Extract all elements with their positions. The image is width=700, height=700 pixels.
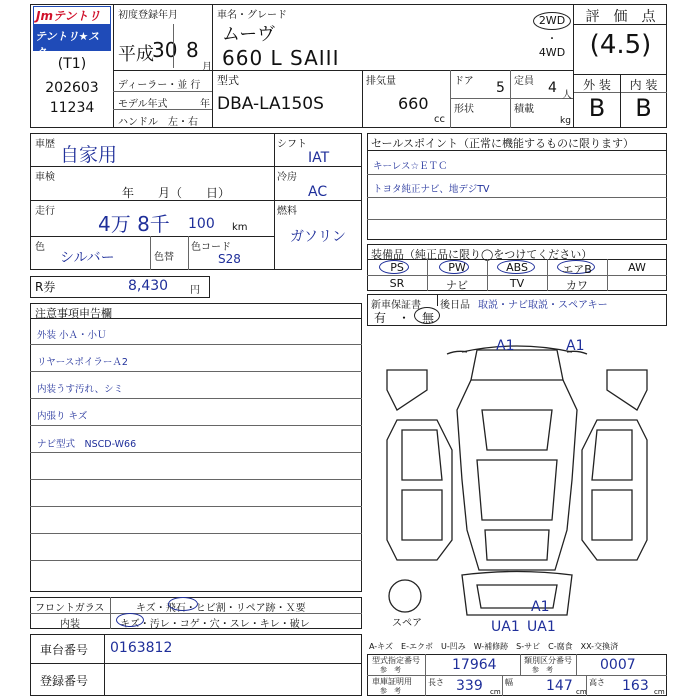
wid-unit: cm bbox=[576, 688, 587, 696]
car-label: 車名・グレード bbox=[217, 10, 287, 21]
color-label: 色 bbox=[35, 242, 45, 253]
shift-label: シフト bbox=[277, 139, 307, 150]
ac-value: AC bbox=[308, 184, 328, 200]
sales-item-1: キーレス☆ＥＴＣ bbox=[373, 161, 448, 172]
mileage-value: 4万 8千 bbox=[98, 212, 170, 236]
mark-a1-1: A1 bbox=[496, 338, 515, 354]
mark-a1-2: A1 bbox=[566, 338, 585, 354]
fuel-value: ガソリン bbox=[290, 229, 346, 245]
notes-line-3: 内装うす汚れ、シミ bbox=[37, 384, 124, 395]
sales-label: セールスポイント（正常に機能するものに限ります） bbox=[371, 137, 635, 150]
fuel-label: 燃料 bbox=[277, 206, 297, 217]
class-label: 類別区分番号 bbox=[524, 656, 572, 665]
engine-value: 660 bbox=[398, 94, 429, 113]
len-unit: cm bbox=[490, 688, 501, 696]
history-label: 車歴 bbox=[35, 139, 55, 150]
hgt-unit: cm bbox=[654, 688, 665, 696]
drive-dot: ・ bbox=[547, 34, 557, 45]
class-ref: 参 考 bbox=[532, 666, 553, 674]
hgt-label: 高さ bbox=[589, 678, 605, 687]
warranty-none-circle bbox=[414, 307, 440, 324]
handle-label: ハンドル 左・右 bbox=[118, 117, 198, 128]
reg-year: 30 bbox=[152, 38, 178, 62]
glass-front-label: フロントガラス bbox=[35, 603, 105, 614]
rating-score: (4.5) bbox=[589, 30, 652, 60]
drive-opt1: 2WD bbox=[538, 14, 566, 27]
equip-airbag: エアB bbox=[562, 263, 592, 276]
mark-ua1-1: UA1 bbox=[491, 619, 520, 635]
inspection-label: 車検 bbox=[35, 172, 55, 183]
door-label: ドア bbox=[454, 76, 474, 87]
equip-leather: カワ bbox=[566, 279, 588, 292]
load-label: 積載 bbox=[514, 104, 534, 115]
stone-chip-circle bbox=[168, 597, 198, 611]
mileage-extra: 100 bbox=[188, 216, 215, 232]
rating-ext: B bbox=[588, 94, 606, 122]
width-value: 147 bbox=[546, 678, 573, 694]
drive-opt2: 4WD bbox=[538, 46, 566, 59]
model-value: DBA-LA150S bbox=[217, 94, 324, 114]
logo-line2: テントリ★スター bbox=[33, 25, 111, 51]
rating-label: 評 価 点 bbox=[585, 9, 656, 25]
equip-ps: PS bbox=[390, 261, 404, 274]
recycle-label: R券 bbox=[35, 280, 56, 294]
color-value: シルバー bbox=[60, 250, 115, 266]
ac-label: 冷房 bbox=[277, 172, 297, 183]
mileage-label: 走行 bbox=[35, 206, 55, 217]
cert-label: 車庫証明用 bbox=[372, 677, 412, 686]
spare-label: スペア bbox=[392, 618, 422, 629]
warranty-label: 新車保証書 bbox=[371, 300, 421, 311]
glass-int-text: キズ・汚レ・コゲ・穴・スレ・キレ・破レ bbox=[120, 619, 310, 630]
after-value: 取説・ナビ取説・スペアキー bbox=[478, 300, 608, 311]
length-value: 339 bbox=[456, 678, 483, 694]
sales-item-2: トヨタ純正ナビ、地デジTV bbox=[373, 184, 490, 195]
car-name: ムーヴ bbox=[222, 24, 276, 45]
load-unit: kg bbox=[560, 116, 571, 126]
glass-int-label: 内装 bbox=[60, 619, 80, 630]
equip-sr: SR bbox=[389, 277, 405, 290]
tag-number: 11234 bbox=[49, 100, 95, 116]
shift-value: IAT bbox=[308, 150, 330, 166]
tag-code: (T1) bbox=[57, 56, 87, 72]
reg-era: 平成 bbox=[118, 44, 154, 65]
dealer-label: ディーラー・並 行 bbox=[118, 80, 201, 91]
after-label: 後日品 bbox=[440, 300, 470, 311]
shape-label: 形状 bbox=[454, 104, 474, 115]
color-code: S28 bbox=[218, 252, 241, 266]
logo bbox=[33, 6, 111, 59]
equip-tv: TV bbox=[509, 277, 525, 290]
model-label: 型式 bbox=[217, 74, 239, 87]
mark-ua1-2: UA1 bbox=[527, 619, 556, 635]
reg-month-unit: 月 bbox=[202, 62, 212, 73]
type-no: 17964 bbox=[452, 657, 497, 673]
cert-ref: 参 考 bbox=[380, 687, 401, 695]
reg-month: 8 bbox=[186, 38, 199, 62]
history-value: 自家用 bbox=[60, 144, 118, 166]
capacity-label: 定員 bbox=[514, 76, 534, 87]
mark-a1-3: A1 bbox=[531, 599, 550, 615]
legend: A-キズ E-エクボ U-凹み W-補修跡 S-サビ C-腐食 XX-交換済 bbox=[369, 642, 619, 651]
logo-line1: Jmテントリ bbox=[33, 6, 111, 25]
model-year-unit: 年 bbox=[200, 99, 210, 110]
notes-label: 注意事項申告欄 bbox=[35, 307, 112, 320]
inspection-text: 年 月（ 日） bbox=[122, 186, 231, 200]
car-damage-diagram bbox=[367, 330, 667, 630]
mileage-unit: km bbox=[232, 222, 248, 233]
plate-label: 登録番号 bbox=[40, 674, 89, 688]
glass-front-text: キズ・飛石・ヒビ割・リペア跡・Ｘ要 bbox=[136, 603, 306, 614]
wid-label: 幅 bbox=[505, 678, 513, 687]
door-value: 5 bbox=[496, 80, 505, 96]
type-label: 型式指定番号 bbox=[372, 656, 420, 665]
equip-abs: ABS bbox=[506, 261, 528, 274]
equip-aw: AW bbox=[628, 261, 646, 274]
notes-line-5: ナビ型式 NSCD-W66 bbox=[37, 439, 137, 450]
type-ref: 参 考 bbox=[380, 666, 401, 674]
scratch-circle bbox=[116, 613, 144, 627]
equip-navi: ナビ bbox=[446, 279, 468, 292]
recycle-frame bbox=[30, 276, 210, 298]
rating-int: B bbox=[635, 94, 652, 122]
color-code-label: 色コード bbox=[191, 242, 231, 253]
notes-line-2: リヤースポイラーＡ2 bbox=[37, 357, 128, 368]
notes-line-4: 内張り キズ bbox=[37, 411, 88, 422]
reg-label: 初度登録年月 bbox=[118, 10, 178, 21]
color-change-label: 色替 bbox=[154, 252, 174, 263]
equip-pw: PW bbox=[448, 261, 466, 274]
car-grade: 660 L SAIII bbox=[222, 46, 340, 70]
capacity-unit: 人 bbox=[562, 90, 572, 101]
chassis-label: 車台番号 bbox=[40, 643, 89, 657]
engine-label: 排気量 bbox=[366, 76, 396, 87]
notes-line-1: 外装 小Ａ・小Ｕ bbox=[37, 330, 107, 341]
recycle-unit: 円 bbox=[190, 285, 200, 296]
model-year-label: モデル年式 bbox=[118, 99, 168, 110]
chassis-value: 0163812 bbox=[110, 640, 173, 656]
engine-unit: cc bbox=[434, 114, 445, 125]
height-value: 163 bbox=[622, 678, 649, 694]
tag-lot: 202603 bbox=[45, 80, 99, 96]
rating-int-label: 内 装 bbox=[629, 78, 658, 92]
len-label: 長さ bbox=[428, 678, 444, 687]
equipment-label: 装備品（純正品に限り◯をつけてください） bbox=[371, 248, 593, 261]
recycle-value: 8,430 bbox=[128, 278, 169, 294]
class-no: 0007 bbox=[600, 657, 636, 673]
capacity-value: 4 bbox=[548, 80, 557, 96]
rating-ext-label: 外 装 bbox=[583, 78, 611, 92]
warranty-options: 有 ・ 無 bbox=[374, 311, 435, 325]
